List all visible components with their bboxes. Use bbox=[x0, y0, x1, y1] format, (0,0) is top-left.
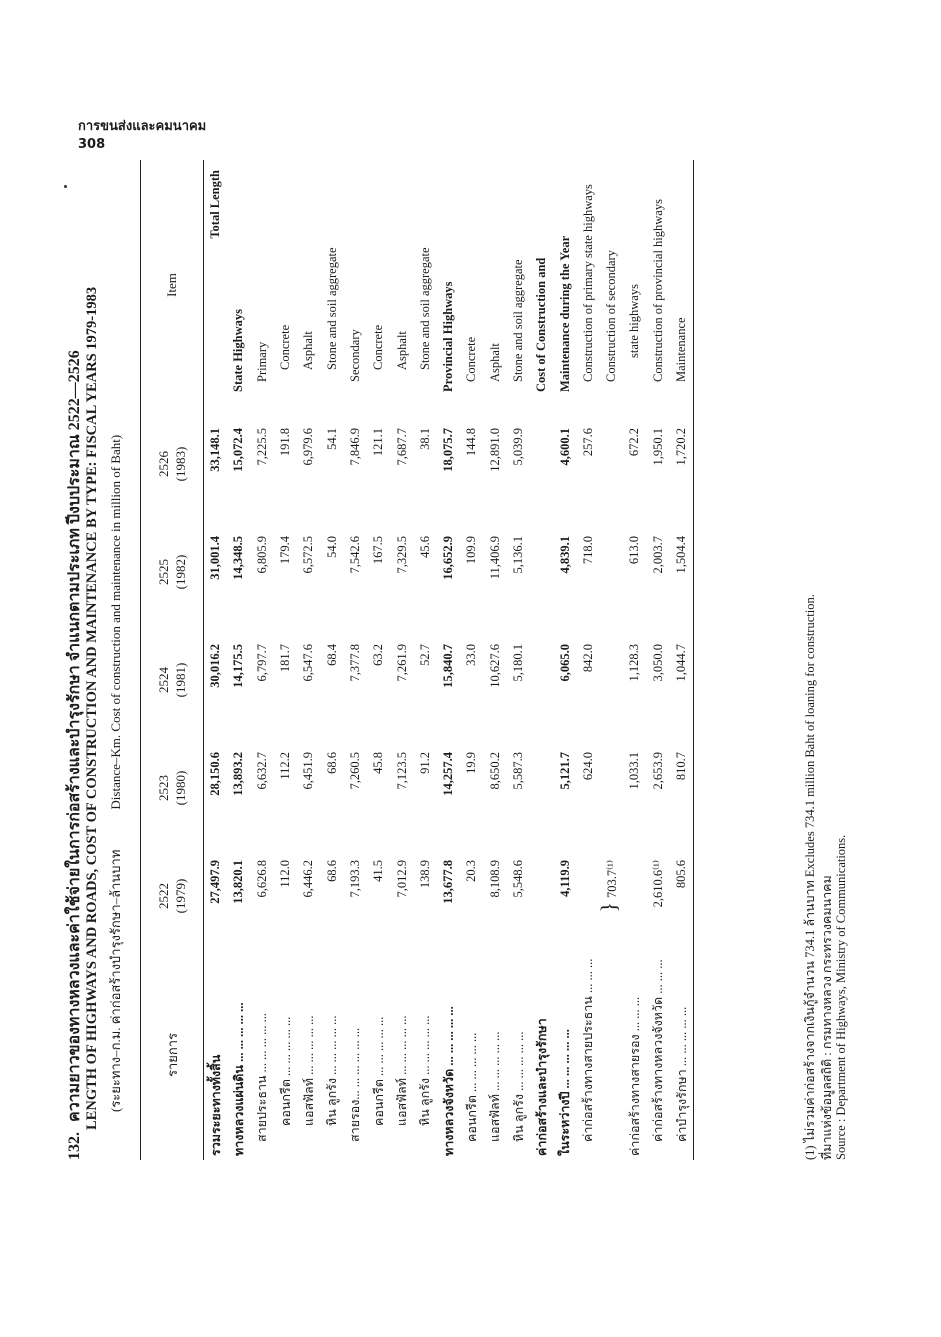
cell-item: Cost of Construction and bbox=[534, 257, 549, 392]
cell-value: 7,225.5 bbox=[254, 428, 269, 466]
header-year: 2524 (1981) bbox=[156, 662, 188, 698]
cell-value: 2,003.7 bbox=[650, 536, 665, 574]
cell-value: 1,044.7 bbox=[674, 644, 689, 682]
cell-value: 179.4 bbox=[278, 536, 293, 565]
table-row bbox=[251, 160, 274, 1160]
cell-value: 810.7 bbox=[674, 752, 689, 781]
cell-value: 28,150.6 bbox=[208, 752, 223, 796]
table-row bbox=[530, 160, 553, 1160]
cell-value: 15,840.7 bbox=[441, 644, 456, 688]
table-row bbox=[297, 160, 320, 1160]
table-row bbox=[484, 160, 507, 1160]
cell-thai-item: ค่าก่อสร้างทางหลวงจังหวัด ... ... ... bbox=[651, 959, 666, 1142]
cell-item: Concrete bbox=[278, 324, 293, 370]
cell-value: 19.9 bbox=[464, 752, 479, 774]
table-row bbox=[507, 160, 530, 1160]
header-year: 2526 (1983) bbox=[156, 446, 188, 482]
cell-value: 624.0 bbox=[580, 752, 595, 781]
header-year: 2522 (1979) bbox=[156, 878, 188, 914]
cell-value: 7,377.8 bbox=[347, 644, 362, 682]
cell-item: Stone and soil aggregate bbox=[511, 259, 525, 382]
cell-value: 1,504.4 bbox=[674, 536, 689, 574]
rotated-table-page bbox=[62, 160, 852, 1160]
cell-value: 6,797.7 bbox=[254, 644, 269, 682]
table-row bbox=[274, 160, 297, 1160]
table-number: 132. bbox=[66, 1132, 83, 1160]
cell-value: 112.0 bbox=[278, 860, 293, 888]
cell-item: Construction of secondary bbox=[604, 250, 619, 382]
header-year: 2525 (1982) bbox=[156, 554, 188, 590]
table-row bbox=[227, 160, 250, 1160]
cell-thai-item: หิน ลูกรัง ... ... ... ... ... bbox=[511, 1031, 526, 1142]
table-row bbox=[623, 160, 646, 1160]
cell-value: 6,451.9 bbox=[301, 752, 316, 790]
cell-value: 20.3 bbox=[464, 860, 479, 882]
cell-thai-item: หิน ลูกรัง ... ... ... ... ... bbox=[325, 1015, 340, 1126]
table-body bbox=[204, 160, 693, 1160]
table-row bbox=[204, 160, 227, 1160]
table-row bbox=[437, 160, 460, 1160]
cell-value: 16,652.9 bbox=[441, 536, 456, 580]
cell-value: 6,572.5 bbox=[301, 536, 316, 574]
cell-value: 13,677.8 bbox=[441, 860, 456, 904]
table-header-row bbox=[141, 160, 203, 1160]
table-row bbox=[595, 160, 623, 1160]
cell-value: 10,627.6 bbox=[487, 644, 502, 688]
section-title: การขนส่งและคมนาคม bbox=[78, 119, 207, 134]
cell-value: 112.2 bbox=[278, 752, 293, 780]
source-english: Source : Department of Highways, Ministry of Communications. bbox=[834, 834, 848, 1160]
cell-thai-item: คอนกรีต ... ... ... ... ... bbox=[278, 1016, 293, 1126]
header-year: 2523 (1980) bbox=[156, 770, 188, 806]
cell-value: 5,587.3 bbox=[511, 752, 525, 790]
cell-value: 68.6 bbox=[324, 752, 339, 774]
cell-value: 6,446.2 bbox=[301, 860, 316, 898]
table-bottom-rule bbox=[693, 160, 694, 1160]
cell-thai-item: คอนกรีต ... ... ... ... ... bbox=[371, 1016, 386, 1126]
cell-value: 13,820.1 bbox=[231, 860, 246, 904]
cell-value: 14,348.5 bbox=[231, 536, 246, 580]
cell-value: 4,839.1 bbox=[557, 536, 572, 574]
cell-value: 2,653.9 bbox=[650, 752, 665, 790]
table-row bbox=[344, 160, 367, 1160]
cell-value: 109.9 bbox=[464, 536, 479, 565]
cell-item: Maintenance bbox=[674, 317, 689, 382]
cell-value: 14,175.5 bbox=[231, 644, 246, 688]
cell-value: 54.0 bbox=[324, 536, 339, 558]
cell-item: Primary bbox=[254, 341, 269, 382]
cell-value: 5,039.9 bbox=[511, 428, 525, 466]
cell-thai-item: สายประธาน ... ... ... ... ... bbox=[255, 1012, 270, 1142]
page-header bbox=[78, 118, 206, 154]
source-thai: ที่มาแห่งข้อมูลสถิติ : กรมทางหลวง กระทรวงคมนาคม bbox=[820, 875, 834, 1160]
footnotes bbox=[800, 160, 851, 1160]
table-row bbox=[670, 160, 693, 1160]
table-title bbox=[62, 160, 125, 1160]
cell-value: 1,128.3 bbox=[627, 644, 642, 682]
cell-value bbox=[595, 842, 621, 950]
cell-value: 15,072.4 bbox=[231, 428, 246, 472]
cell-value: 672.2 bbox=[627, 428, 642, 457]
cell-item: Stone and soil aggregate bbox=[324, 247, 339, 370]
cell-value: 33,148.1 bbox=[208, 428, 223, 472]
footnote-1: (1) ไม่รวมค่าก่อสร้างจากเงินกู้จำนวน 734.1 ล้านบาท Excludes 734.1 million Baht of loaning for construction. bbox=[803, 594, 817, 1160]
cell-value: 6,065.0 bbox=[557, 644, 572, 682]
table-row bbox=[647, 160, 670, 1160]
cell-value: 52.7 bbox=[417, 644, 432, 666]
cell-thai-item: สายรอง... ... ... ... ... ... bbox=[348, 1027, 363, 1142]
cell-value: 6,547.6 bbox=[301, 644, 316, 682]
cell-value: 7,329.5 bbox=[394, 536, 409, 574]
data-table bbox=[140, 160, 694, 1160]
cell-thai-item: แอสฟัลท์ ... ... ... ... ... bbox=[395, 1015, 410, 1126]
cell-value: 7,260.5 bbox=[347, 752, 362, 790]
cell-value: 30,016.2 bbox=[208, 644, 223, 688]
cell-thai-item: ในระหว่างปี ... ... ... ... ... bbox=[558, 1029, 573, 1156]
cell-value: 805.6 bbox=[674, 860, 689, 889]
units-thai: (ระยะทาง–ก.ม. ค่าก่อสร้างบำรุงรักษา–ล้านบาท bbox=[108, 849, 123, 1112]
cell-item: Total Length bbox=[208, 170, 223, 239]
cell-item: state highways bbox=[627, 284, 642, 358]
cell-value: 257.6 bbox=[580, 428, 595, 457]
table-row bbox=[460, 160, 483, 1160]
cell-item: Construction of primary state highways bbox=[580, 184, 595, 382]
brace-icon: } bbox=[595, 902, 621, 913]
cell-value: 11,406.9 bbox=[487, 536, 502, 580]
table-row bbox=[367, 160, 390, 1160]
cell-value: 12,891.0 bbox=[487, 428, 502, 472]
cell-value: 6,805.9 bbox=[254, 536, 269, 574]
cell-value: 4,119.9 bbox=[557, 860, 572, 897]
cell-value: 8,108.9 bbox=[487, 860, 502, 898]
cell-value: 7,193.3 bbox=[347, 860, 362, 898]
cell-value: 3,050.0 bbox=[650, 644, 665, 682]
cell-thai-item: คอนกรีต ... ... ... ... ... bbox=[464, 1032, 479, 1142]
page-number: 308 bbox=[78, 137, 106, 152]
table-row bbox=[390, 160, 413, 1160]
cell-value: 91.2 bbox=[417, 752, 432, 774]
cell-thai-item: แอสฟัลท์ ... ... ... ... ... bbox=[301, 1015, 316, 1126]
cell-thai-item: หิน ลูกรัง ... ... ... ... ... bbox=[418, 1015, 433, 1126]
cell-value: 27,497.9 bbox=[208, 860, 223, 904]
cell-item: Stone and soil aggregate bbox=[417, 247, 432, 370]
cell-value: 718.0 bbox=[580, 536, 595, 565]
cell-thai-item: ทางหลวงจังหวัด ... ... ... ... ... bbox=[441, 1006, 456, 1156]
cell-item: Secondary bbox=[347, 329, 362, 382]
cell-value: 1,950.1 bbox=[650, 428, 665, 466]
table-row bbox=[553, 160, 576, 1160]
cell-value: 68.6 bbox=[324, 860, 339, 882]
cell-value: 7,846.9 bbox=[347, 428, 362, 466]
table-row bbox=[414, 160, 437, 1160]
cell-item: Concrete bbox=[464, 336, 479, 382]
cell-item: Asphalt bbox=[394, 331, 409, 370]
cell-value: 54.1 bbox=[324, 428, 339, 450]
cell-value: 1,033.1 bbox=[627, 752, 642, 790]
cell-value: 38.1 bbox=[417, 428, 432, 450]
cell-value: 7,123.5 bbox=[394, 752, 409, 790]
cell-value: 5,136.1 bbox=[511, 536, 525, 574]
cell-value: 181.7 bbox=[278, 644, 293, 673]
cell-value: 167.5 bbox=[371, 536, 386, 565]
cell-value: 45.6 bbox=[417, 536, 432, 558]
cell-thai-item: ทางหลวงแผ่นดิน ... ... ... ... ... bbox=[231, 1002, 246, 1156]
cell-thai-item: แอสฟัลท์ ... ... ... ... ... bbox=[488, 1031, 503, 1142]
cell-value: 8,650.2 bbox=[487, 752, 502, 790]
header-thai-item: รายการ bbox=[164, 1032, 180, 1078]
cell-value: 7,542.6 bbox=[347, 536, 362, 574]
cell-value: 191.8 bbox=[278, 428, 293, 457]
cell-item: Concrete bbox=[371, 324, 386, 370]
cell-value-text: 703.7⁽¹⁾ bbox=[604, 860, 619, 899]
cell-value: 6,632.7 bbox=[254, 752, 269, 790]
cell-item: Construction of provincial highways bbox=[650, 199, 665, 382]
header-item: Item bbox=[164, 273, 179, 297]
cell-value: 7,261.9 bbox=[394, 644, 409, 682]
cell-value: 33.0 bbox=[464, 644, 479, 666]
cell-value: 31,001.4 bbox=[208, 536, 223, 580]
cell-value: 138.9 bbox=[417, 860, 432, 889]
cell-item: Provincial Highways bbox=[441, 281, 456, 392]
cell-value: 5,121.7 bbox=[557, 752, 572, 790]
cell-value: 45.8 bbox=[371, 752, 386, 774]
cell-thai-item: ค่าก่อสร้างทางสายรอง ... ... ... bbox=[627, 996, 642, 1156]
cell-value: 6,626.8 bbox=[254, 860, 269, 898]
cell-thai-item: ค่าบำรุงรักษา ... ... ... ... ... bbox=[674, 1006, 689, 1142]
title-english: LENGTH OF HIGHWAYS AND ROADS, COST OF CONSTRUCTION AND MAINTENANCE BY TYPE: FISCAL YEARS 1979-1983 bbox=[84, 286, 100, 1130]
cell-thai-item: รวมระยะทางทั้งสิ้น bbox=[208, 1054, 223, 1156]
cell-value: 68.4 bbox=[324, 644, 339, 666]
cell-value: 14,257.4 bbox=[441, 752, 456, 796]
cell-value: 41.5 bbox=[371, 860, 386, 882]
cell-item: State Highways bbox=[231, 309, 246, 392]
cell-item: Maintenance during the Year bbox=[557, 235, 572, 392]
cell-value: 613.0 bbox=[627, 536, 642, 565]
cell-value: 7,687.7 bbox=[394, 428, 409, 466]
cell-value: 6,979.6 bbox=[301, 428, 316, 466]
cell-value: 5,548.6 bbox=[511, 860, 525, 898]
table-row bbox=[577, 160, 600, 1160]
cell-item: Asphalt bbox=[487, 343, 502, 382]
table-row bbox=[320, 160, 343, 1160]
cell-thai-item: ค่าก่อสร้างและบำรุงรักษา bbox=[534, 1018, 549, 1156]
cell-value: 4,600.1 bbox=[557, 428, 572, 466]
cell-value: 144.8 bbox=[464, 428, 479, 457]
cell-value: 1,720.2 bbox=[674, 428, 689, 466]
cell-value: 2,610.6⁽¹⁾ bbox=[651, 860, 666, 908]
cell-value: 18,075.7 bbox=[441, 428, 456, 472]
title-thai: ความยาวของทางหลวงและค่าใช้จ่ายในการก่อสร้างและบำรุงรักษา จำแนกตามประเภท ปีงบประมาณ 2522—2526 bbox=[66, 350, 83, 1122]
cell-value: 842.0 bbox=[580, 644, 595, 673]
units-english: Distance–Km. Cost of construction and maintenance in million of Baht) bbox=[108, 434, 123, 810]
cell-value: 7,012.9 bbox=[394, 860, 409, 898]
cell-item: Asphalt bbox=[301, 331, 316, 370]
cell-value: 63.2 bbox=[371, 644, 386, 666]
cell-value: 5,180.1 bbox=[511, 644, 525, 682]
cell-value: 121.1 bbox=[371, 428, 386, 457]
cell-thai-item: ค่าก่อสร้างทางสายประธาน ... ... ... bbox=[581, 958, 596, 1142]
cell-value: 13,893.2 bbox=[231, 752, 246, 796]
